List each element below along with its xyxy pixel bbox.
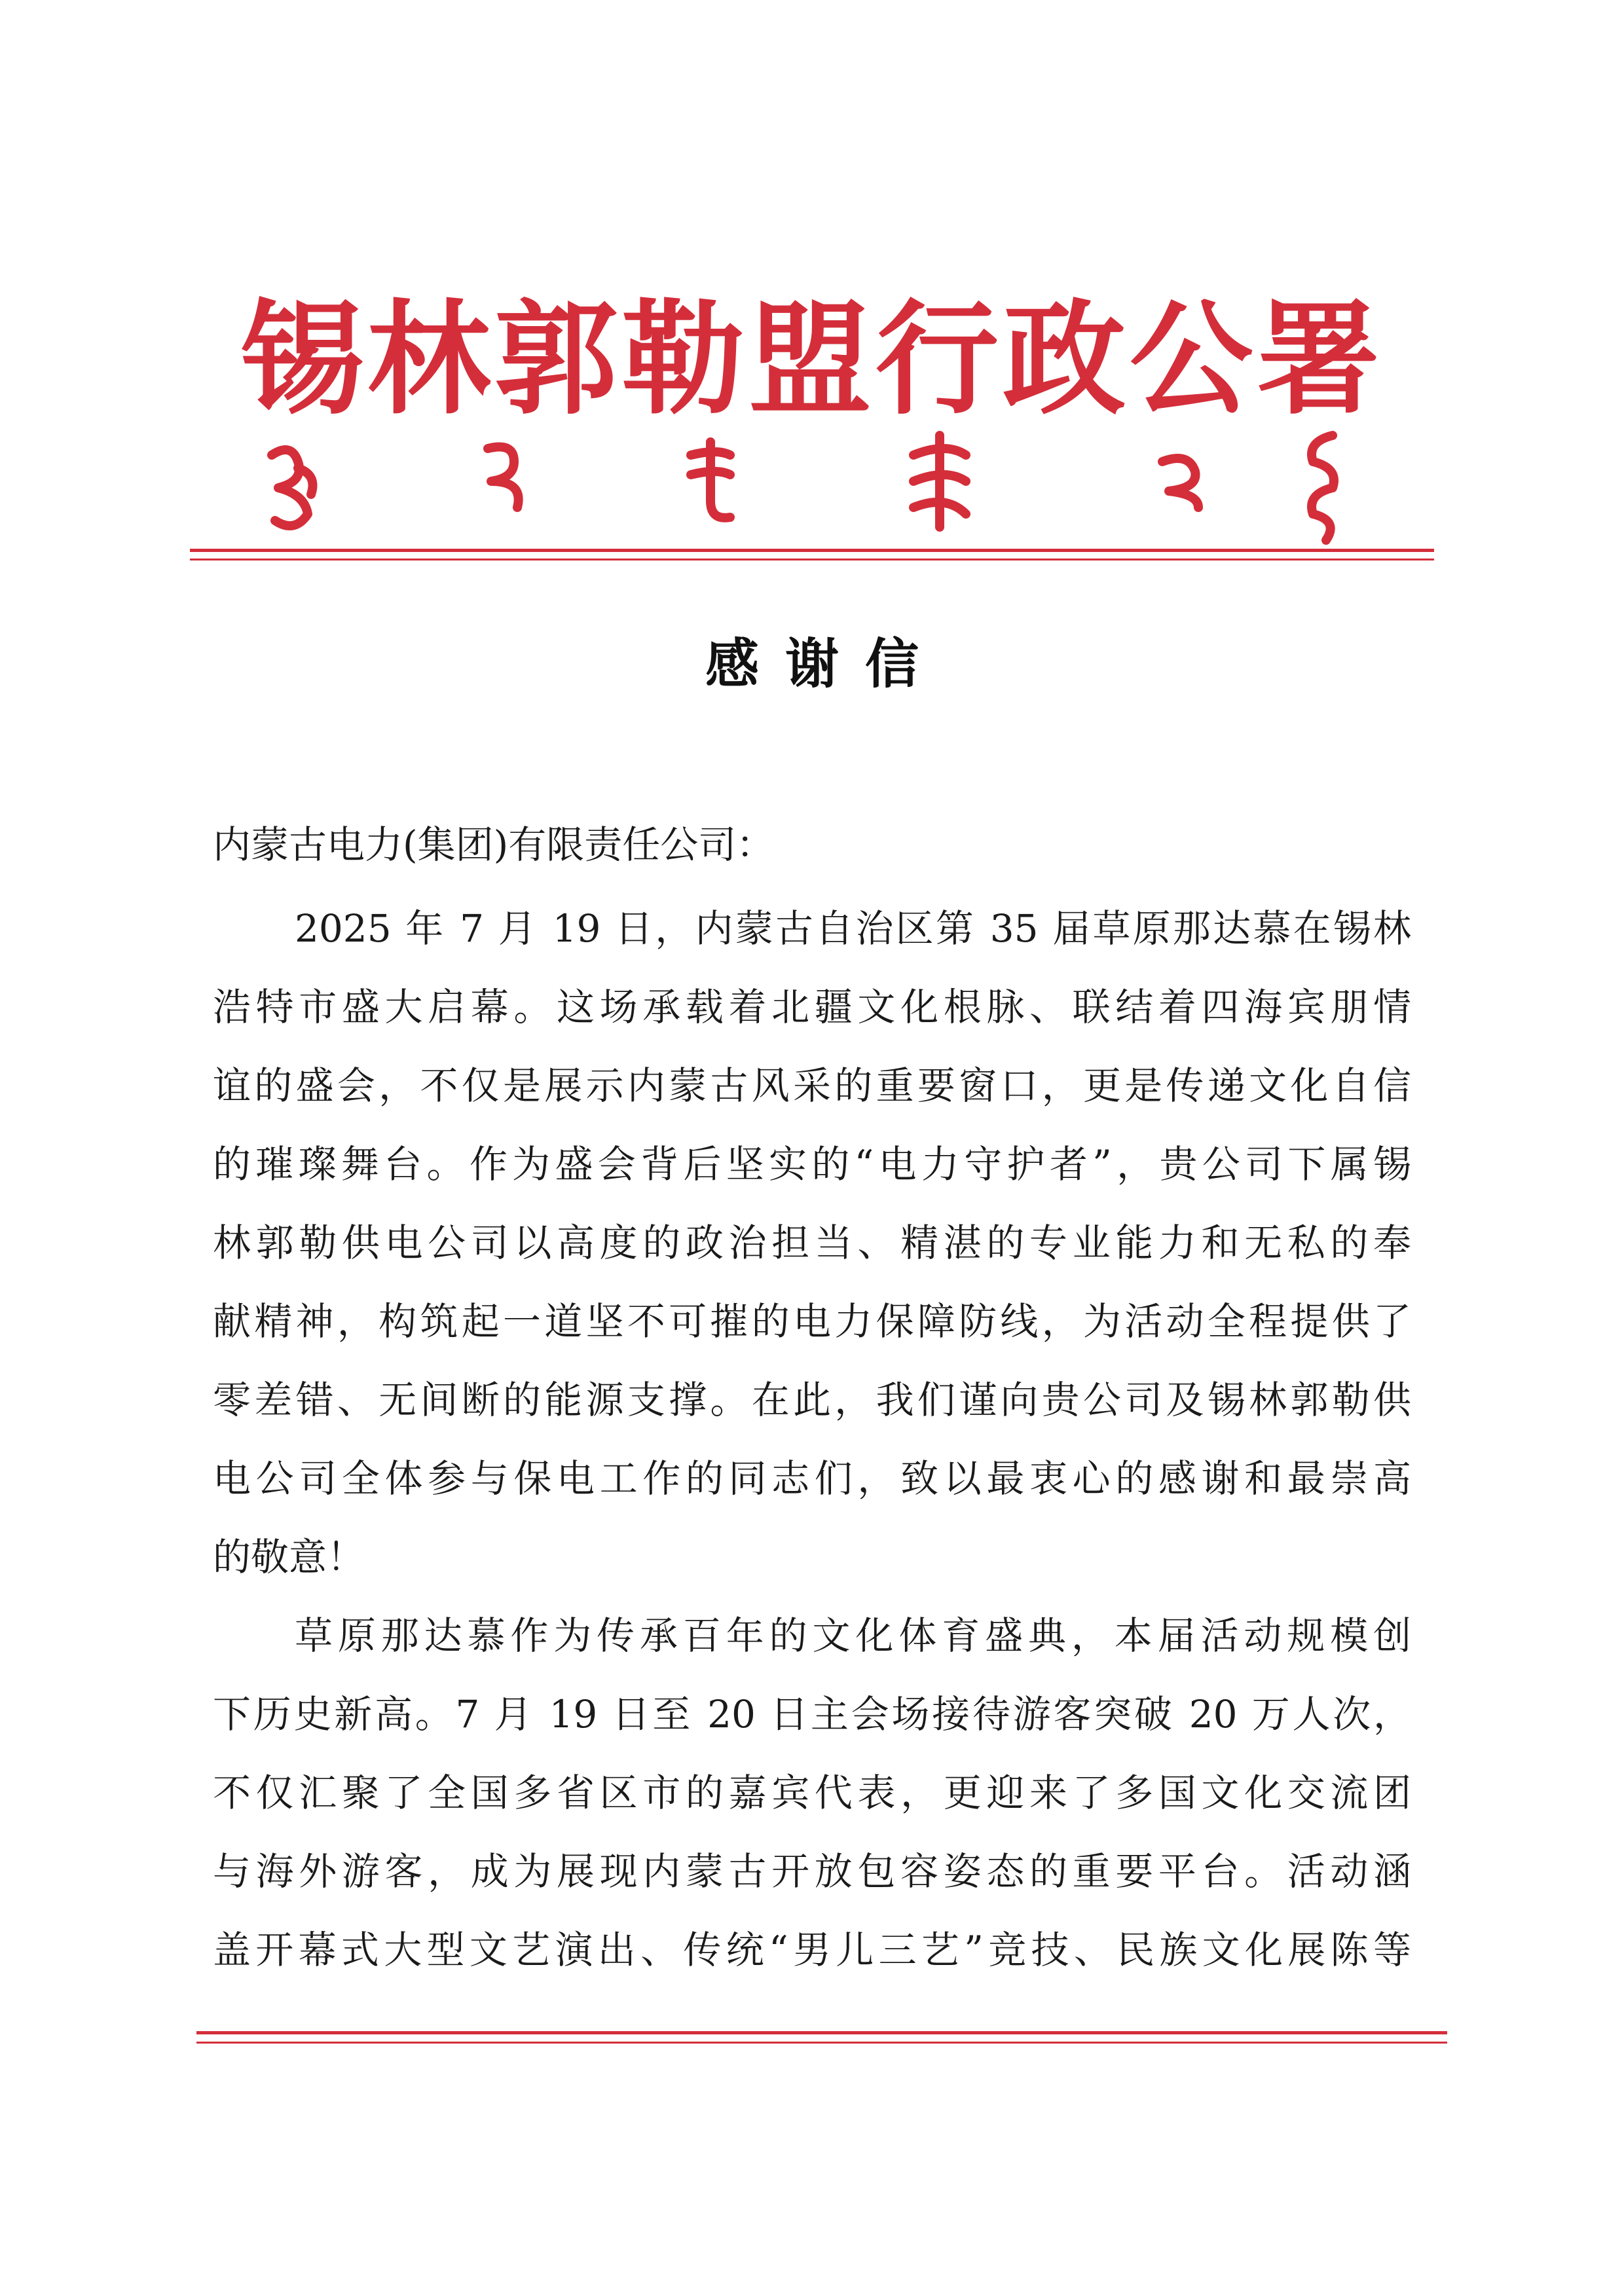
letterhead-title: 锡林郭勒盟行政公署 (240, 288, 1384, 431)
bottom-divider-line-2 (196, 2042, 1447, 2044)
body-line: 浩特市盛大启幕。这场承载着北疆文化根脉、联结着四海宾朋情 (213, 985, 1411, 1029)
top-divider-line-1 (190, 549, 1434, 552)
body-line: 下历史新高。7 月 19 日至 20 日主会场接待游客突破 20 万人次， (213, 1692, 1411, 1736)
body-line: 的敬意！ (213, 1535, 365, 1579)
mongolian-script-logo (259, 429, 1365, 547)
body-line: 电公司全体参与保电工作的同志们，致以最衷心的感谢和最崇高 (213, 1456, 1411, 1501)
bottom-divider-line-1 (196, 2031, 1447, 2034)
body-line: 的璀璨舞台。作为盛会背后坚实的“电力守护者”，贵公司下属锡 (213, 1142, 1411, 1186)
body-line: 谊的盛会，不仅是展示内蒙古风采的重要窗口，更是传递文化自信 (213, 1063, 1411, 1108)
body-line: 盖开幕式大型文艺演出、传统“男儿三艺”竞技、民族文化展陈等 (213, 1928, 1411, 1972)
letter-title: 感谢信 (705, 633, 945, 695)
body-line: 与海外游客，成为展现内蒙古开放包容姿态的重要平台。活动涵 (213, 1849, 1411, 1894)
body-line: 草原那达慕作为传承百年的文化体育盛典，本届活动规模创 (295, 1613, 1411, 1658)
salutation: 内蒙古电力(集团)有限责任公司： (213, 822, 775, 867)
top-divider-line-2 (190, 559, 1434, 560)
body-line: 不仅汇聚了全国多省区市的嘉宾代表，更迎来了多国文化交流团 (213, 1771, 1411, 1815)
body-line: 林郭勒供电公司以高度的政治担当、精湛的专业能力和无私的奉 (213, 1221, 1411, 1265)
body-line: 2025 年 7 月 19 日，内蒙古自治区第 35 届草原那达慕在锡林 (295, 906, 1411, 951)
body-line: 零差错、无间断的能源支撑。在此，我们谨向贵公司及锡林郭勒供 (213, 1378, 1411, 1422)
body-line: 献精神，构筑起一道坚不可摧的电力保障防线，为活动全程提供了 (213, 1299, 1411, 1344)
